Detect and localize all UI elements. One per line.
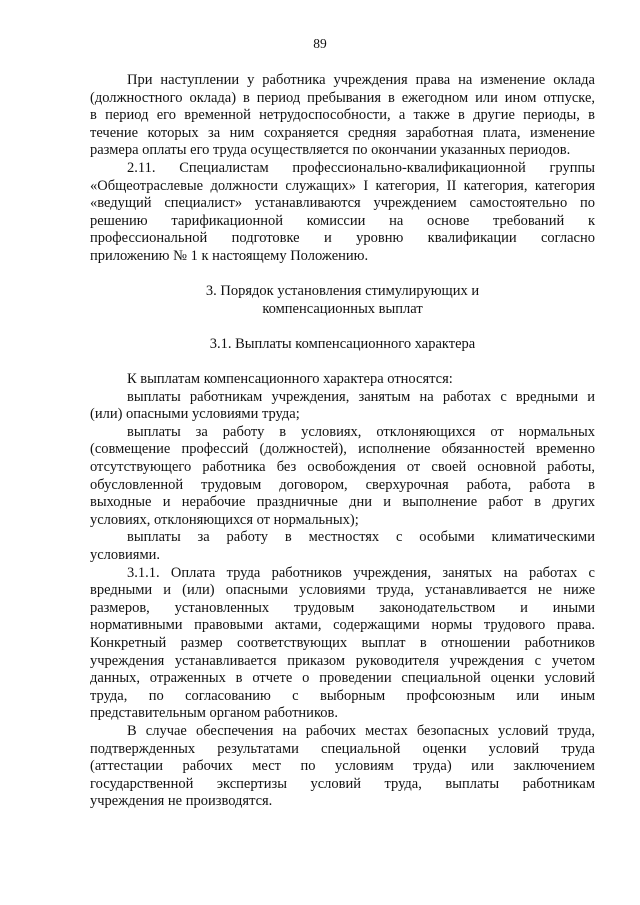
text-line: 2.11. Специалистам профессионально-квалификационной группы [127, 159, 595, 176]
text-line: размера оплаты его труда осуществляется по окончании указанных периодов. [90, 142, 571, 159]
page-number: 89 [313, 36, 327, 51]
text-line: (или) опасными условиями труда; [90, 406, 300, 423]
text-line: труда, по согласованию с выборным профсоюзным или иным [90, 687, 595, 704]
text-line: выходные и нерабочие праздничные дни и выполнение работ в других [90, 494, 595, 511]
text-line: В случае обеспечения на рабочих местах безопасных условий труда, [127, 722, 595, 739]
document-body [90, 72, 595, 811]
text-line: выплаты за работу в условиях, отклоняющихся от нормальных [127, 423, 595, 440]
text-line: выплаты за работу в местностях с особыми климатическими [127, 529, 595, 546]
text-line: государственной экспертизы условий труда, выплаты работникам [90, 775, 595, 792]
paragraph-2-11 [90, 160, 595, 266]
text-line: размеров, установленных трудовым законодательством и иными [90, 599, 595, 616]
paragraph-climate [90, 529, 595, 564]
text-line: условиях, отклоняющихся от нормальных); [90, 511, 359, 528]
text-line: обусловленной трудовым договором, сверхурочная работа, работа в [90, 476, 595, 493]
text-line: К выплатам компенсационного характера относятся: [127, 371, 453, 388]
text-line: данных, отраженных в отчете о проведении специальной оценки условий [90, 670, 595, 687]
text-line: (аттестации рабочих мест по условиям труда) или заключением [90, 758, 595, 775]
heading-line: 3. Порядок установления стимулирующих и [205, 283, 480, 300]
paragraph-deviating-conditions [90, 424, 595, 530]
text-line: приложению № 1 к настоящему Положению. [90, 247, 369, 264]
text-line: профессиональной подготовке и уровню квалификации согласно [90, 230, 595, 247]
text-line: выплаты работникам учреждения, занятым на работах с вредными и [127, 388, 595, 405]
text-line: решению тарификационной комиссии на основе требований к [90, 212, 595, 229]
text-line: «ведущий специалист» устанавливаются учреждением самостоятельно по [90, 195, 595, 212]
paragraph-harmful-conditions [90, 389, 595, 424]
text-line: Конкретный размер соответствующих выплат в отношении работников [90, 635, 595, 651]
text-line: «Общеотраслевые должности служащих» I категория, II категория, категория [90, 177, 595, 194]
paragraph-intro [90, 371, 595, 389]
heading-line: компенсационных выплат [262, 300, 423, 317]
text-line: отсутствующего работника без освобождения от своей основной работы, [90, 459, 595, 476]
text-line: вредными и (или) опасными условиями труда, устанавливается не ниже [90, 582, 595, 599]
text-line: (совмещение профессий (должностей), исполнение обязанностей временно [90, 441, 595, 458]
text-line: учреждения не производятся. [90, 793, 273, 810]
text-line: представительным органом работников. [90, 705, 338, 722]
text-line: течение которых за ним сохраняется средняя заработная плата, изменение [90, 124, 595, 141]
section-heading-3 [90, 283, 595, 318]
text-line: (должностного оклада) в период пребывания в ежегодном или ином отпуске, [90, 89, 595, 106]
text-line: нормативными правовыми актами, содержащими нормы трудового права. [90, 617, 595, 634]
text-line: подтвержденных результатами специальной оценки условий труда [90, 740, 595, 757]
text-line: При наступлении у работника учреждения права на изменение оклада [127, 72, 595, 88]
section-heading-3-1 [90, 336, 595, 354]
text-line: учреждения устанавливается приказом руководителя учреждения с учетом [90, 652, 595, 669]
heading-line: 3.1. Выплаты компенсационного характера [209, 335, 476, 352]
paragraph-salary-change [90, 72, 595, 160]
paragraph-safe-conditions [90, 723, 595, 811]
text-line: 3.1.1. Оплата труда работников учреждения, занятых на работах с [127, 564, 595, 581]
text-line: условиями. [90, 547, 161, 564]
paragraph-3-1-1 [90, 565, 595, 723]
text-line: в период его временной нетрудоспособности, а также в другие периоды, в [90, 107, 595, 124]
